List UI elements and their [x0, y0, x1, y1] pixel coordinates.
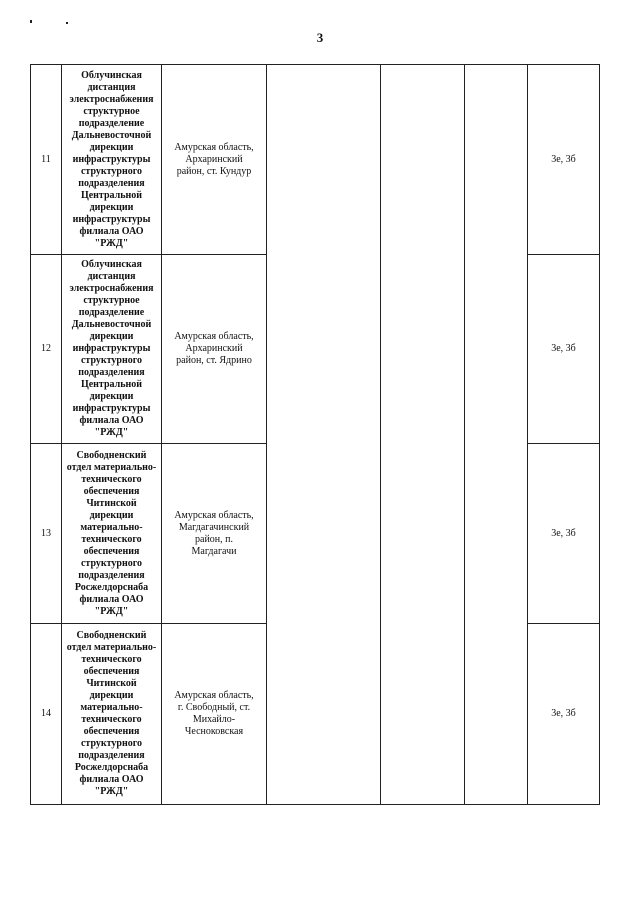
- organization-cell: Облучинская дистанция электроснабжения структурное подразделение Дальневосточной дирекции инфраструктуры структурного подразделения Центральной дирекции инфраструктуры филиала ОАО "РЖД": [62, 65, 162, 255]
- address-cell: Амурская область, Архаринский район, ст. Кундур: [162, 65, 267, 255]
- register-table: [30, 64, 600, 805]
- code-cell: 3е, 3б: [528, 624, 600, 805]
- row-number-cell: 14: [31, 624, 62, 805]
- empty-merged-cell: [381, 65, 465, 805]
- scan-speck: [66, 22, 68, 24]
- organization-cell: Свободненский отдел материально- технического обеспечения Читинской дирекции материально- технического обеспечения структурного подразделения Росжелдорснаба филиала ОАО "РЖД": [62, 624, 162, 805]
- table-row: [31, 65, 600, 255]
- address-cell: Амурская область, Архаринский район, ст. Ядрино: [162, 255, 267, 444]
- empty-merged-cell: [267, 65, 381, 805]
- organization-cell: Свободненский отдел материально- технического обеспечения Читинской дирекции материально- технического обеспечения структурного подразделения Росжелдорснаба филиала ОАО "РЖД": [62, 444, 162, 624]
- address-cell: Амурская область, г. Свободный, ст. Михайло- Чесноковская: [162, 624, 267, 805]
- address-cell: Амурская область, Магдагачинский район, п. Магдагачи: [162, 444, 267, 624]
- scan-speck: [30, 20, 32, 23]
- code-cell: 3е, 3б: [528, 255, 600, 444]
- organization-cell: Облучинская дистанция электроснабжения структурное подразделение Дальневосточной дирекции инфраструктуры структурного подразделения Центральной дирекции инфраструктуры филиала ОАО "РЖД": [62, 255, 162, 444]
- empty-merged-cell: [465, 65, 528, 805]
- row-number-cell: 12: [31, 255, 62, 444]
- page-number: 3: [316, 30, 324, 45]
- code-cell: 3е, 3б: [528, 444, 600, 624]
- code-cell: 3е, 3б: [528, 65, 600, 255]
- row-number-cell: 13: [31, 444, 62, 624]
- row-number-cell: 11: [31, 65, 62, 255]
